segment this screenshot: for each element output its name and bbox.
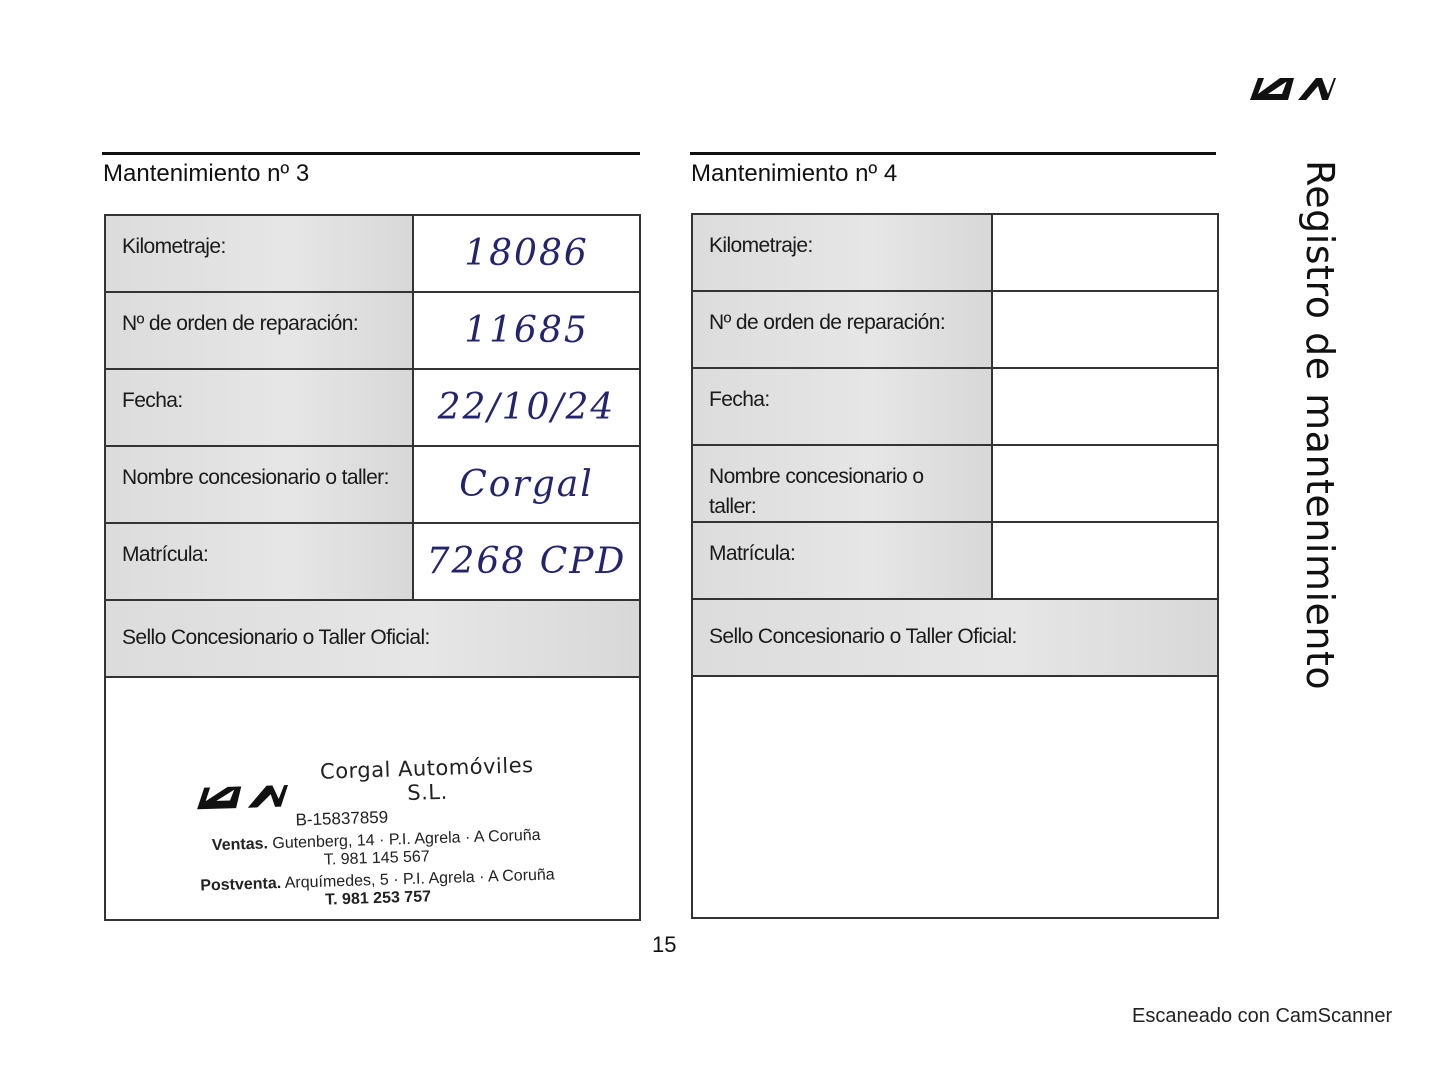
row-kilometraje [693,215,1217,292]
sales-phone: T. 981 145 567 [323,848,430,869]
fecha-value: 22/10/24 [437,387,616,428]
page-number: 15 [652,932,677,957]
row-orden-reparacion [693,292,1217,369]
orden-reparacion-label: Nº de orden de reparación: [693,292,993,367]
row-sello [106,601,639,678]
row-fecha [693,369,1217,446]
matricula-label: Matrícula: [106,524,414,599]
dealer-name: Corgal Automóviles S.L. [319,753,534,805]
row-concesionario [106,447,639,524]
aftersales-label: Postventa. [200,875,282,895]
heading-rule [102,152,640,155]
maintenance-3-heading: Mantenimiento nº 3 [103,160,310,187]
dealer-cif: B-15837859 [295,807,389,830]
kilometraje-label: Kilometraje: [693,215,993,290]
maintenance-3-form [104,214,641,921]
kilometraje-value [993,215,1217,290]
kilometraje-value: 18086 [464,233,589,274]
stamp-area [106,678,639,920]
dealer-stamp [194,752,559,913]
concesionario-label: Nombre concesionario o taller: [693,446,993,521]
section-maintenance-4-header [690,152,1216,192]
fecha-label: Fecha: [106,370,414,445]
orden-reparacion-label: Nº de orden de reparación: [106,293,414,368]
matricula-label: Matrícula: [693,523,993,598]
orden-reparacion-value: 11685 [464,310,589,351]
maintenance-4-form [691,213,1219,919]
kilometraje-label: Kilometraje: [106,216,414,291]
row-kilometraje [106,216,639,293]
concesionario-value [993,446,1217,521]
concesionario-value: Corgal [459,464,594,505]
row-sello [693,600,1217,677]
sales-label: Ventas. [211,835,269,855]
matricula-value: 7268 CPD [426,541,627,582]
aftersales-address: Arquímedes, 5 · P.I. Agrela · A Coruña [284,866,555,892]
stamp-area [693,677,1217,919]
fecha-value [993,369,1217,444]
side-title: Registro de mantenimiento [1298,160,1342,691]
scanner-watermark: Escaneado con CamScanner [1132,1005,1393,1027]
matricula-value [993,523,1217,598]
orden-reparacion-value [993,292,1217,367]
sales-address: Gutenberg, 14 · P.I. Agrela · A Coruña [272,826,541,853]
sello-label: Sello Concesionario o Taller Oficial: [693,600,1217,675]
row-matricula [693,523,1217,600]
heading-rule [690,152,1216,155]
row-fecha [106,370,639,447]
row-matricula [106,524,639,601]
row-orden-reparacion [106,293,639,370]
row-concesionario [693,446,1217,523]
fecha-label: Fecha: [693,369,993,444]
sello-label: Sello Concesionario o Taller Oficial: [106,601,639,676]
maintenance-4-heading: Mantenimiento nº 4 [691,160,898,187]
kia-logo-icon [194,781,288,812]
concesionario-label: Nombre concesionario o taller: [106,447,414,522]
kia-logo-icon [1248,72,1336,104]
aftersales-phone: T. 981 253 757 [324,888,432,909]
section-maintenance-3-header [102,152,640,192]
